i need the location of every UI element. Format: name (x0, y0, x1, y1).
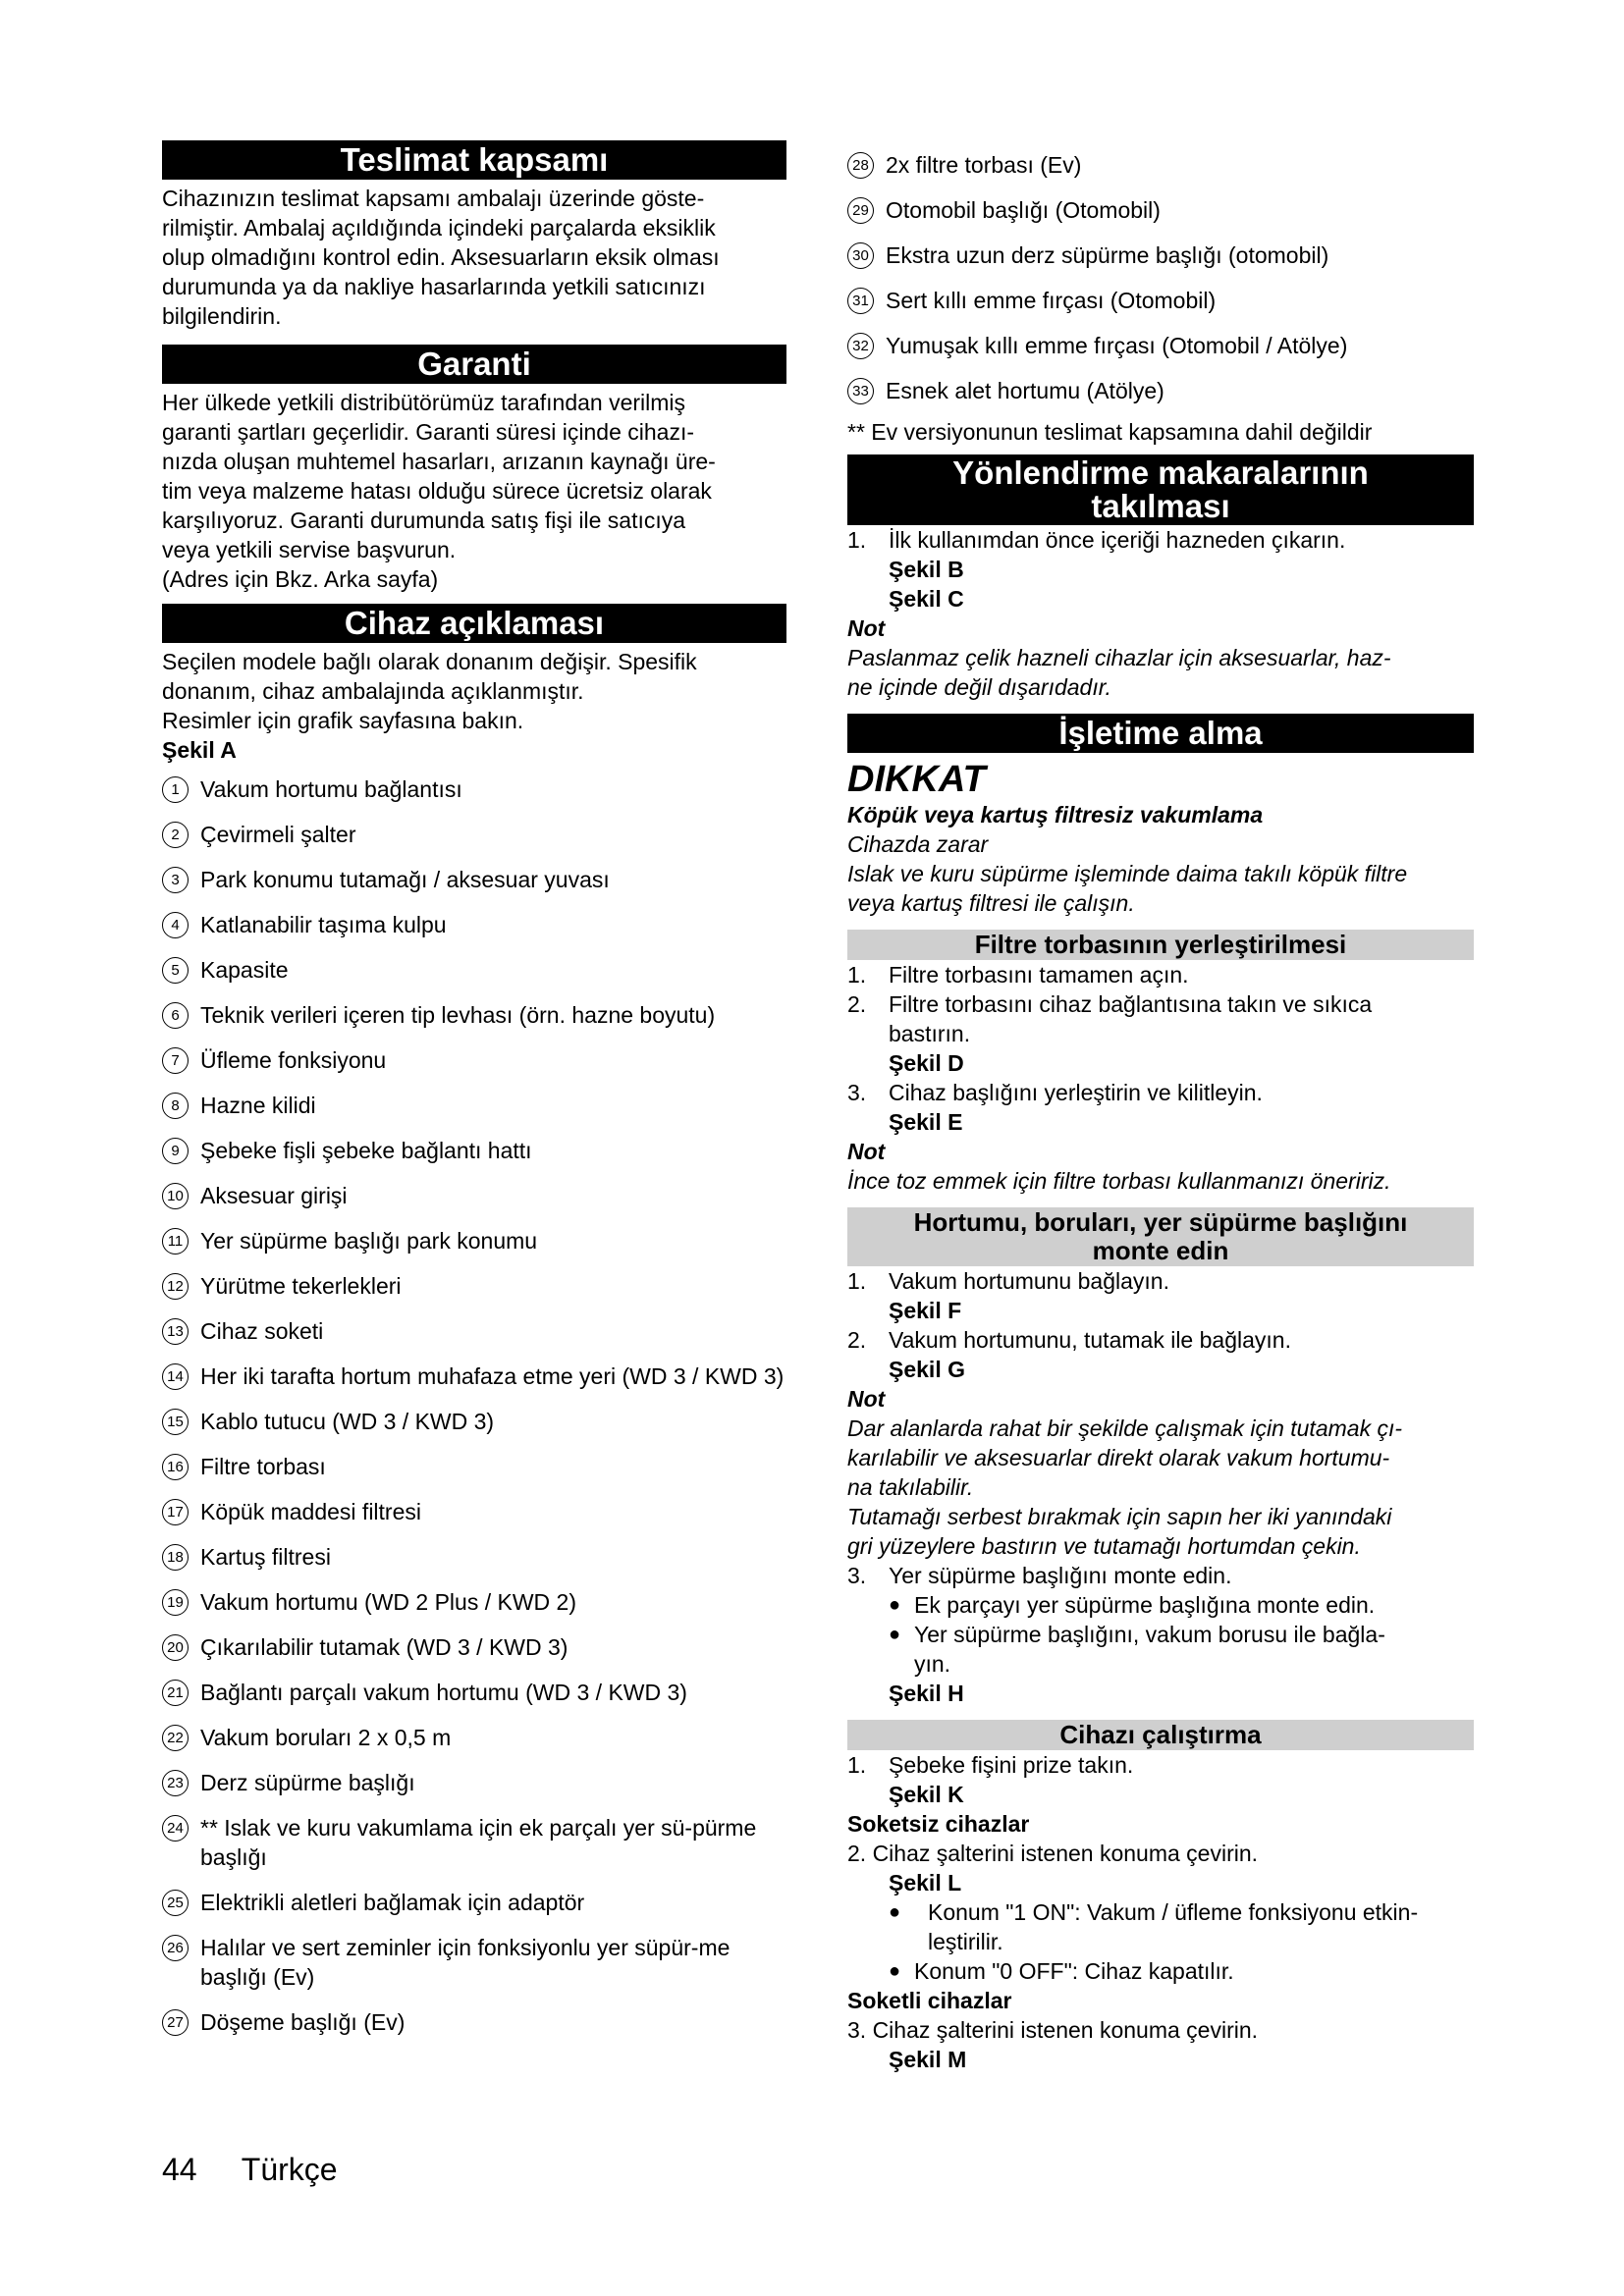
note-text: gri yüzeylere bastırın ve tutamağı hortumdan çekin. (847, 1533, 1361, 1559)
bullet-icon: ● (889, 1960, 901, 1982)
step (847, 1325, 1474, 1355)
list-item (162, 1181, 786, 1210)
step-text: bastırın. (889, 1021, 971, 1046)
item-text: Ekstra uzun derz süpürme başlığı (otomobil) (886, 242, 1329, 268)
item-text: ** Islak ve kuru vakumlama için ek parçalı yer sü-pürme başlığı (200, 1815, 757, 1870)
step (847, 960, 1474, 989)
list-item (162, 1136, 786, 1165)
item-text: Her iki tarafta hortum muhafaza etme yeri (WD 3 / KWD 3) (200, 1363, 785, 1389)
step-text: 2. Cihaz şalterini istenen konuma çevirin. (847, 1841, 1259, 1866)
text-line: (Adres için Bkz. Arka sayfa) (162, 566, 439, 592)
step-number: 3. (847, 1563, 867, 1588)
item-number-badge: 2 (162, 822, 189, 848)
text-line: donanım, cihaz ambalajında açıklanmıştır. (162, 678, 584, 704)
bullet-icon: ● (889, 1594, 901, 1616)
item-number-badge: 15 (162, 1409, 189, 1435)
figure-ref: Şekil H (889, 1681, 964, 1706)
list-item (162, 1407, 786, 1436)
warning-subtitle: Köpük veya kartuş filtresiz vakumlama (847, 802, 1264, 828)
item-text: Yer süpürme başlığı park konumu (200, 1228, 538, 1254)
warning-text: Cihazda zarar (847, 831, 989, 857)
item-number-badge: 32 (847, 333, 874, 359)
text-line: karşılıyoruz. Garanti durumunda satış fişi ile satıcıya (162, 507, 686, 533)
item-text: Yürütme tekerlekleri (200, 1273, 402, 1299)
bullet-text: leştirilir. (928, 1929, 1003, 1954)
list-item (162, 1813, 786, 1872)
subheading-calistirma: Cihazı çalıştırma (847, 1720, 1474, 1750)
bullet-icon: ● (889, 1624, 901, 1645)
list-item (162, 1632, 786, 1662)
step-text: Filtre torbasını cihaz bağlantısına takın ve sıkıca (889, 991, 1373, 1017)
subheading-filtre: Filtre torbasının yerleştirilmesi (847, 930, 1474, 960)
text-line: bilgilendirin. (162, 303, 282, 329)
item-text: Döşeme başlığı (Ev) (200, 2009, 406, 2035)
item-number-badge: 9 (162, 1138, 189, 1164)
warning-label: DIKKAT (847, 759, 986, 800)
item-number-badge: 26 (162, 1935, 189, 1961)
item-text: Esnek alet hortumu (Atölye) (886, 378, 1164, 403)
list-item (162, 1271, 786, 1301)
section-heading-garanti: Garanti (162, 345, 786, 384)
step-text: İlk kullanımdan önce içeriği hazneden çıkarın. (889, 527, 1346, 553)
list-item (847, 286, 1474, 315)
item-text: Elektrikli aletleri bağlamak için adaptör (200, 1890, 585, 1915)
cihaz-paragraph (162, 647, 786, 765)
item-text: Teknik verileri içeren tip levhası (örn. hazne boyutu) (200, 1002, 716, 1028)
item-text: Cihaz soketi (200, 1318, 324, 1344)
item-number-badge: 19 (162, 1589, 189, 1616)
list-item (162, 1933, 786, 1992)
text-line: garanti şartları geçerlidir. Garanti süresi içinde cihazı- (162, 419, 695, 445)
step-number: 1. (847, 1268, 867, 1294)
text-line: olup olmadığını kontrol edin. Aksesuarların eksik olması (162, 244, 720, 270)
step-text: Vakum hortumunu bağlayın. (889, 1268, 1169, 1294)
bullet-text: Yer süpürme başlığını, vakum borusu ile bağla- (914, 1622, 1385, 1647)
text-line: rilmiştir. Ambalaj açıldığında içindeki parçalarda eksiklik (162, 215, 716, 240)
figure-ref: Şekil M (889, 2047, 967, 2072)
item-text: Derz süpürme başlığı (200, 1770, 415, 1795)
list-item (162, 1888, 786, 1917)
right-column (847, 140, 1474, 2074)
list-item (162, 1452, 786, 1481)
item-number-badge: 30 (847, 242, 874, 269)
bullet-item (847, 1590, 1474, 1620)
list-item (162, 1362, 786, 1391)
item-text: Vakum boruları 2 x 0,5 m (200, 1725, 452, 1750)
list-item (847, 240, 1474, 270)
text-line: nızda oluşan muhtemel hasarları, arızanın kaynağı üre- (162, 449, 716, 474)
item-number-badge: 7 (162, 1047, 189, 1074)
item-number-badge: 23 (162, 1770, 189, 1796)
heading-line: takılması (1091, 488, 1230, 524)
item-text: Yumuşak kıllı emme fırçası (Otomobil / Atölye) (886, 333, 1348, 358)
note-label: Not (847, 1386, 886, 1412)
item-number-badge: 17 (162, 1499, 189, 1525)
text-line: Resimler için grafik sayfasına bakın. (162, 708, 524, 733)
device-type-heading: Soketli cihazlar (847, 1988, 1012, 2013)
item-text: Kablo tutucu (WD 3 / KWD 3) (200, 1409, 495, 1434)
item-text: Sert kıllı emme fırçası (Otomobil) (886, 288, 1217, 313)
item-text: Hazne kilidi (200, 1093, 316, 1118)
step-text: Yer süpürme başlığını monte edin. (889, 1563, 1232, 1588)
item-number-badge: 6 (162, 1002, 189, 1029)
list-item (162, 1316, 786, 1346)
bullet-text: Ek parçayı yer süpürme başlığına monte edin. (914, 1592, 1376, 1618)
list-item (162, 2007, 786, 2037)
item-number-badge: 31 (847, 288, 874, 314)
item-number-badge: 28 (847, 152, 874, 179)
note-label: Not (847, 615, 886, 641)
subheading-hortum (847, 1207, 1474, 1266)
figure-ref: Şekil A (162, 737, 237, 763)
component-list-continued (847, 150, 1474, 405)
heading-line: monte edin (1092, 1236, 1229, 1265)
section-heading-isletim: İşletime alma (847, 714, 1474, 753)
item-text: Aksesuar girişi (200, 1183, 348, 1208)
list-item (162, 1587, 786, 1617)
item-text: Halılar ve sert zeminler için fonksiyonlu yer süpür-me başlığı (Ev) (200, 1935, 731, 1990)
item-number-badge: 14 (162, 1363, 189, 1390)
item-text: Kapasite (200, 957, 289, 983)
item-number-badge: 21 (162, 1680, 189, 1706)
list-item (847, 331, 1474, 360)
list-item (847, 195, 1474, 225)
garanti-paragraph (162, 388, 786, 594)
step (847, 1561, 1474, 1590)
bullet-icon: ● (889, 1901, 901, 1923)
figure-ref: Şekil B (889, 557, 964, 582)
item-number-badge: 29 (847, 197, 874, 224)
step-text: Vakum hortumunu, tutamak ile bağlayın. (889, 1327, 1291, 1353)
page-number: 44 (162, 2152, 197, 2187)
note-text: na takılabilir. (847, 1474, 974, 1500)
list-item (162, 1723, 786, 1752)
figure-ref: Şekil F (889, 1298, 962, 1323)
note-text: Paslanmaz çelik hazneli cihazlar için aksesuarlar, haz- (847, 645, 1391, 670)
list-item (162, 910, 786, 939)
item-number-badge: 12 (162, 1273, 189, 1300)
list-item (162, 1091, 786, 1120)
step-text: Filtre torbasını tamamen açın. (889, 962, 1189, 988)
list-item (162, 1542, 786, 1572)
text-line: Cihazınızın teslimat kapsamı ambalajı üzerinde göste- (162, 186, 705, 211)
item-text: Üfleme fonksiyonu (200, 1047, 387, 1073)
section-heading-yonlendirme (847, 454, 1474, 525)
bullet-item (847, 1620, 1474, 1649)
text-line: Her ülkede yetkili distribütörümüz tarafından verilmiş (162, 390, 686, 415)
note-label: Not (847, 1139, 886, 1164)
item-text: Filtre torbası (200, 1454, 326, 1479)
item-number-badge: 1 (162, 776, 189, 803)
figure-ref: Şekil C (889, 586, 964, 612)
item-number-badge: 27 (162, 2009, 189, 2036)
device-type-heading: Soketsiz cihazlar (847, 1811, 1030, 1837)
bullet-text: Konum "1 ON": Vakum / üfleme fonksiyonu etkin- (928, 1899, 1419, 1925)
step-text: Şebeke fişini prize takın. (889, 1752, 1134, 1778)
figure-ref: Şekil D (889, 1050, 964, 1076)
item-text: Çıkarılabilir tutamak (WD 3 / KWD 3) (200, 1634, 568, 1660)
step-number: 2. (847, 991, 867, 1017)
list-item (162, 1497, 786, 1526)
note-text: Dar alanlarda rahat bir şekilde çalışmak için tutamak çı- (847, 1415, 1403, 1441)
item-text: Çevirmeli şalter (200, 822, 356, 847)
step (847, 1078, 1474, 1107)
left-column (162, 140, 786, 2037)
page-footer (162, 2152, 338, 2187)
item-number-badge: 22 (162, 1725, 189, 1751)
item-number-badge: 33 (847, 378, 874, 404)
step (847, 1266, 1474, 1296)
item-text: Şebeke fişli şebeke bağlantı hattı (200, 1138, 532, 1163)
component-list (162, 774, 786, 2037)
item-number-badge: 11 (162, 1228, 189, 1255)
bullet-item (847, 1897, 1474, 1927)
text-line: tim veya malzeme hatası olduğu sürece ücretsiz olarak (162, 478, 712, 504)
text-line: veya yetkili servise başvurun. (162, 537, 457, 562)
item-text: Kartuş filtresi (200, 1544, 331, 1570)
step-number: 1. (847, 527, 867, 553)
item-number-badge: 18 (162, 1544, 189, 1571)
heading-line: Yönlendirme makaralarının (952, 454, 1369, 491)
footnote: ** Ev versiyonunun teslimat kapsamına dahil değildir (847, 419, 1373, 445)
figure-ref: Şekil K (889, 1782, 964, 1807)
item-text: Bağlantı parçalı vakum hortumu (WD 3 / KWD 3) (200, 1680, 687, 1705)
list-item (847, 150, 1474, 180)
note-text: ne içinde değil dışarıdadır. (847, 674, 1111, 700)
item-number-badge: 16 (162, 1454, 189, 1480)
step-number: 1. (847, 962, 867, 988)
bullet-text: Konum "0 OFF": Cihaz kapatılır. (914, 1958, 1234, 1984)
step-text: Cihaz başlığını yerleştirin ve kilitleyin. (889, 1080, 1263, 1105)
figure-ref: Şekil L (889, 1870, 962, 1896)
step-text: 3. Cihaz şalterini istenen konuma çevirin. (847, 2017, 1259, 2043)
item-number-badge: 4 (162, 912, 189, 938)
item-text: Vakum hortumu bağlantısı (200, 776, 462, 802)
warning-text: veya kartuş filtresi ile çalışın. (847, 890, 1135, 916)
note-text: İnce toz emmek için filtre torbası kullanmanızı öneririz. (847, 1168, 1391, 1194)
item-text: Katlanabilir taşıma kulpu (200, 912, 447, 937)
list-item (162, 1045, 786, 1075)
step-number: 2. (847, 1327, 867, 1353)
item-text: Otomobil başlığı (Otomobil) (886, 197, 1161, 223)
item-number-badge: 25 (162, 1890, 189, 1916)
bullet-item (847, 1956, 1474, 1986)
list-item (162, 955, 786, 985)
bullet-text: yın. (914, 1651, 951, 1677)
list-item (162, 774, 786, 804)
section-heading-teslimat: Teslimat kapsamı (162, 140, 786, 180)
item-text: 2x filtre torbası (Ev) (886, 152, 1082, 178)
list-item (162, 820, 786, 849)
step-number: 1. (847, 1752, 867, 1778)
item-number-badge: 10 (162, 1183, 189, 1209)
note-text: karılabilir ve aksesuarlar direkt olarak vakum hortumu- (847, 1445, 1390, 1470)
text-line: durumunda ya da nakliye hasarlarında yetkili satıcınızı (162, 274, 706, 299)
step (847, 1750, 1474, 1780)
item-text: Köpük maddesi filtresi (200, 1499, 421, 1524)
heading-line: Hortumu, boruları, yer süpürme başlığını (913, 1207, 1408, 1237)
section-heading-cihaz: Cihaz açıklaması (162, 604, 786, 643)
step (847, 525, 1474, 555)
step-number: 3. (847, 1080, 867, 1105)
text-line: Seçilen modele bağlı olarak donanım değişir. Spesifik (162, 649, 697, 674)
item-number-badge: 3 (162, 867, 189, 893)
item-number-badge: 20 (162, 1634, 189, 1661)
language-label: Türkçe (241, 2152, 338, 2187)
list-item (162, 865, 786, 894)
item-number-badge: 8 (162, 1093, 189, 1119)
warning-text: Islak ve kuru süpürme işleminde daima takılı köpük filtre (847, 861, 1408, 886)
item-number-badge: 13 (162, 1318, 189, 1345)
list-item (162, 1000, 786, 1030)
list-item (162, 1768, 786, 1797)
list-item (162, 1678, 786, 1707)
item-number-badge: 5 (162, 957, 189, 984)
figure-ref: Şekil E (889, 1109, 963, 1135)
note-text: Tutamağı serbest bırakmak için sapın her iki yanındaki (847, 1504, 1392, 1529)
step (847, 989, 1474, 1019)
list-item (162, 1226, 786, 1255)
teslimat-paragraph (162, 184, 786, 331)
item-number-badge: 24 (162, 1815, 189, 1842)
item-text: Vakum hortumu (WD 2 Plus / KWD 2) (200, 1589, 576, 1615)
item-text: Park konumu tutamağı / aksesuar yuvası (200, 867, 610, 892)
figure-ref: Şekil G (889, 1357, 965, 1382)
list-item (847, 376, 1474, 405)
